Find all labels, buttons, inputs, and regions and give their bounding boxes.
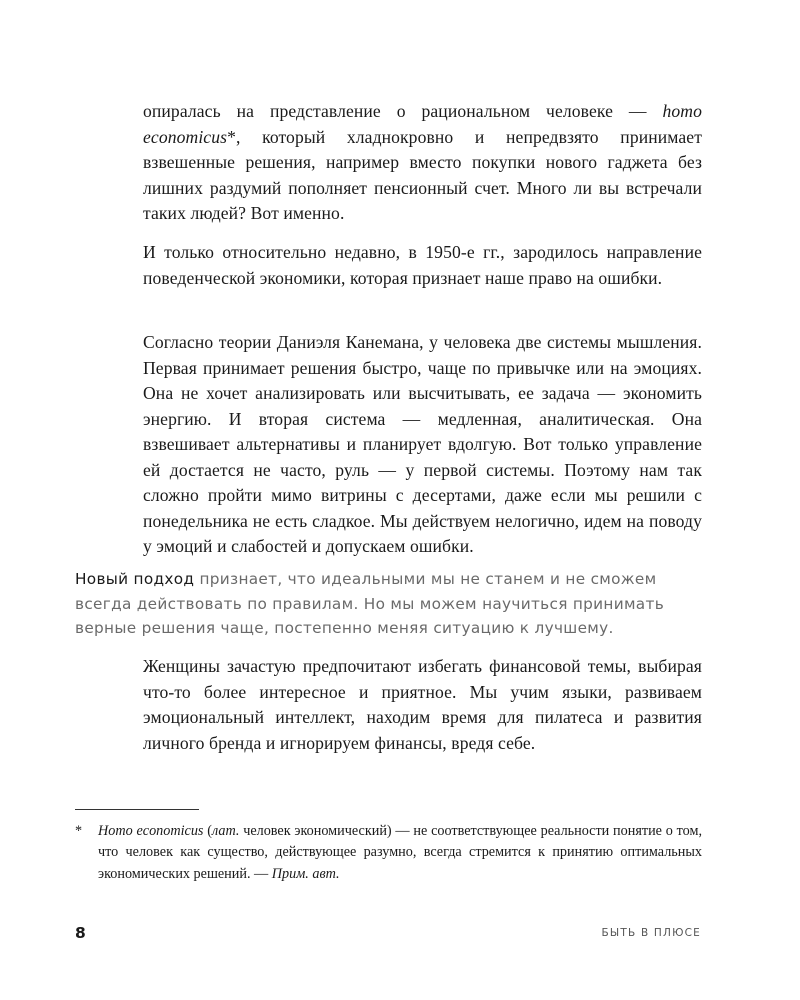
footnote-text: Homo economicus (лат. человек экономический) — не соответствующее реальности понятие о том, что человек как существо, действующее разумно, всегда стремится к принятию оптимальных экономических решений. — Прим. авт. bbox=[98, 823, 703, 882]
footnote-mark: * bbox=[75, 823, 83, 839]
footnote-attribution: Прим. авт. bbox=[271, 865, 340, 882]
footnote-term: Homo economicus bbox=[98, 823, 204, 839]
paragraph-1-before: опиралась на представление о рациональном человеке — bbox=[143, 101, 663, 121]
footnote-divider bbox=[75, 809, 199, 810]
footnote bbox=[75, 821, 702, 885]
callout-new-approach bbox=[75, 567, 705, 641]
paragraph-1-after: *, который хладнокровно и непредвзято принимает взвешенные решения, например вместо покупки нового гаджета без лишних раздумий пополняет пенсионный счет. Много ли вы встречали таких людей? Вот именно. bbox=[143, 126, 702, 223]
footnote-lang: лат. bbox=[211, 823, 240, 839]
paragraph-women-finance: Женщины зачастую предпочитают избегать финансовой темы, выбирая что-то более интересное и приятное. Мы учим языки, развиваем эмоциональный интеллект, находим время для пилатеса и развития личного бренда и игнорируем финансы, вредя себе. bbox=[143, 656, 702, 753]
footnote-body: человек экономический) — не соответствующее реальности понятие о том, что человек как существо, действующее разумно, всегда стремится к принятию оптимальных экономических решений. — bbox=[98, 823, 703, 882]
running-title: БЫТЬ В ПЛЮСЕ bbox=[601, 927, 701, 939]
paragraph-homo-economicus bbox=[143, 99, 702, 227]
callout-rest: признает, что идеальными мы не станем и не сможем всегда действовать по правилам. Но мы можем научиться принимать верные решения чаще, постепенно меняя ситуацию к лучшему. bbox=[75, 570, 665, 637]
homo-economicus-term: homo economicus bbox=[143, 101, 702, 147]
paragraph-kahneman: Согласно теории Даниэля Канемана, у человека две системы мышления. Первая принимает решения быстро, чаще по привычке или на эмоциях. Она не хочет анализировать или высчитывать, ее задача — экономить энергию. И вторая система — медленная, аналитическая. Она взвешивает альтернативы и планирует вдолгую. Вот только управление ей достается не часто, руль — у первой системы. Поэтому нам так сложно пройти мимо витрины с десертами, даже если мы решили с понедельника не есть сладкое. Мы действуем нелогично, идем на поводу у эмоций и слабостей и допускаем ошибки. bbox=[143, 332, 702, 556]
paragraph-behavioral-economics: И только относительно недавно, в 1950-е гг., зародилось направление поведенческой экономики, которая признает наше право на ошибки. bbox=[143, 242, 702, 288]
page-number: 8 bbox=[75, 924, 86, 942]
callout-lead: Новый подход bbox=[75, 570, 195, 588]
